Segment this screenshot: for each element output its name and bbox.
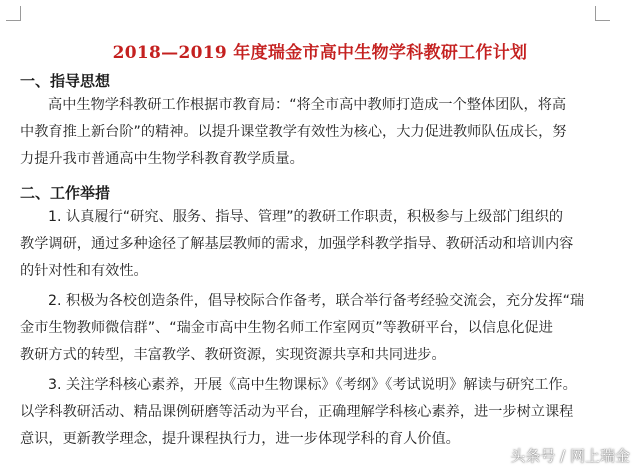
- crop-mark-top-right: [595, 6, 610, 21]
- paragraph-line: 以学科教研活动、精品课例研磨等活动为平台，正确理解学科核心素养，进一步树立课程: [20, 404, 574, 420]
- paragraph-line: 高中生物学科教研工作根据市教育局：“将全市高中教师打造成一个整体团队，将高: [48, 97, 567, 113]
- section-heading-work-measures: 二、工作举措: [20, 184, 111, 202]
- paragraph-line: 教学调研，通过多种途径了解基层教师的需求，加强学科教学指导、教研活动和培训内容: [20, 236, 574, 252]
- crop-mark-top-left: [6, 6, 21, 21]
- paragraph-line: 的针对性和有效性。: [20, 263, 148, 279]
- paragraph-line: 意识，更新教学理念，提升课程执行力，进一步体现学科的育人价值。: [20, 431, 460, 447]
- paragraph-line: 中教育推上新台阶”的精神。以提升课堂教学有效性为核心，大力促进教师队伍成长，努: [20, 124, 567, 140]
- section-heading-guiding-ideology: 一、指导思想: [20, 72, 111, 90]
- section1-paragraph: [20, 92, 628, 173]
- paragraph-line: 2. 积极为各校创造条件，倡导校际合作备考，联合举行备考经验交流会，充分发挥“瑞: [48, 293, 585, 309]
- paragraph-line: 1. 认真履行“研究、服务、指导、管理”的教研工作职责，积极参与上级部门组织的: [48, 209, 564, 225]
- paragraph-line: 3. 关注学科核心素养，开展《高中生物课标》《考纲》《考试说明》解读与研究工作。: [48, 377, 577, 393]
- paragraph-line: 教研方式的转型，丰富教学、教研资源，实现资源共享和共同进步。: [20, 347, 446, 363]
- measure-item-2: [20, 288, 628, 369]
- measure-item-1: [20, 204, 628, 285]
- paragraph-line: 金市生物教师微信群”、“瑞金市高中生物名师工作室网页”等教研平台，以信息化促进: [20, 320, 553, 336]
- document-title: 2018—2019 年度瑞金市高中生物学科教研工作计划: [112, 43, 528, 63]
- paragraph-line: 力提升我市普通高中生物学科教育教学质量。: [20, 151, 304, 167]
- source-watermark: 头条号 / 网上瑞金: [510, 447, 630, 465]
- measure-item-3: [20, 372, 628, 453]
